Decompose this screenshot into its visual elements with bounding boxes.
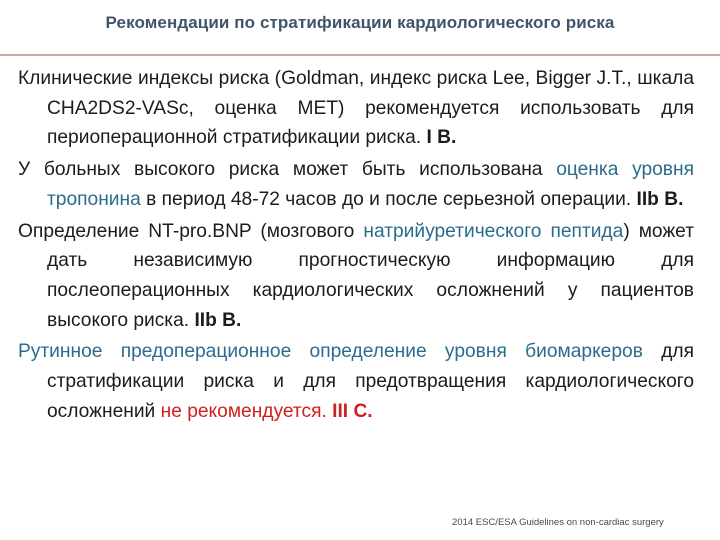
recommendations-body: [18, 64, 694, 428]
source-footer: 2014 ESC/ESA Guidelines on non-cardiac surgery: [452, 517, 664, 528]
rec4-not-recommended: не рекомендуется.: [160, 400, 333, 422]
recommendation-ntprobnp: [18, 217, 694, 336]
rec3-text-b: ) может дать независимую прогностическую информацию для послеоперационных кардиологических осложнений у пациентов высокого риска.: [47, 220, 694, 331]
rec4-biomarkers-term: Рутинное предоперационное определение уровня биомаркеров: [18, 341, 643, 363]
title-divider: [0, 54, 720, 56]
recommendation-routine-biomarkers: [18, 337, 694, 426]
rec1-grade: I B.: [426, 127, 457, 149]
recommendation-troponin: [18, 155, 694, 214]
rec2-text-a: У больных высокого риска может быть использована: [18, 159, 557, 181]
recommendation-clinical-indices: [18, 64, 694, 153]
rec2-grade: IIb B.: [636, 188, 684, 210]
rec3-grade: IIb B.: [194, 309, 242, 331]
rec4-text: для стратификации риска и для предотвращения кардиологического осложнений: [47, 341, 694, 422]
rec2-troponin-term: оценка уровня тропонина: [47, 159, 694, 210]
rec2-text-b: в период 48-72 часов до и после серьезной операции.: [140, 188, 637, 210]
rec3-peptide-term: натрийуретического пептида: [363, 220, 624, 242]
slide-title: Рекомендации по стратификации кардиологического риска: [105, 13, 615, 32]
rec1-text: Клинические индексы риска (Goldman, индекс риска Lee, Bigger J.T., шкала CHA2DS2-VASc, оценка MET) рекомендуется использовать для периоперационной стратификации риска.: [18, 68, 694, 149]
rec4-grade: III C.: [332, 400, 373, 422]
rec3-text-a: Определение NT-pro.BNP (мозгового: [18, 220, 364, 242]
